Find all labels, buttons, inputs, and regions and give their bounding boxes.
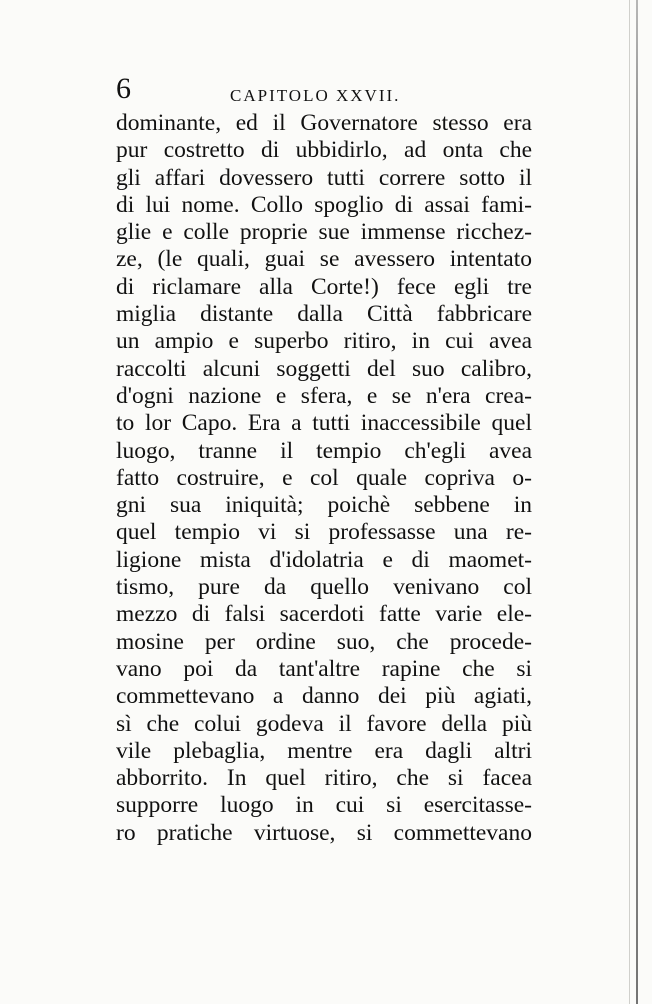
text-line: to lor Capo. Era a tutti inaccessibile quel [116,410,532,437]
text-line: vano poi da tant'altre rapine che si [116,655,532,682]
text-line: gli affari dovessero tutti correre sotto il [116,164,532,191]
text-line: di lui nome. Collo spoglio di assai fami- [116,191,532,218]
text-line: gni sua iniquità; poichè sebbene in [116,492,532,519]
text-line: mosine per ordine suo, che procede- [116,628,532,655]
text-line: abborrito. In quel ritiro, che si facea [116,765,532,792]
text-line: ze, (le quali, guai se avessero intentato [116,246,532,273]
text-line: un ampio e superbo ritiro, in cui avea [116,328,532,355]
text-line: dominante, ed il Governatore stesso era [116,110,532,136]
text-line: supporre luogo in cui si esercitasse- [116,792,532,819]
body-text [116,110,532,847]
text-line: glie e colle proprie sue immense ricchez- [116,219,532,246]
text-line: vile plebaglia, mentre era dagli altri [116,737,532,764]
text-line: raccolti alcuni soggetti del suo calibro, [116,355,532,382]
text-line: pur costretto di ubbidirlo, ad onta che [116,137,532,164]
running-head: CAPITOLO XXVII. [230,86,401,105]
text-line: tismo, pure da quello venivano col [116,574,532,601]
text-line: ligione mista d'idolatria e di maomet- [116,546,532,573]
text-line: miglia distante dalla Città fabbricare [116,301,532,328]
text-line: di riclamare alla Corte!) fece egli tre [116,273,532,300]
text-line: luogo, tranne il tempio ch'egli avea [116,437,532,464]
text-line: mezzo di falsi sacerdoti fatte varie ele- [116,601,532,628]
text-line: sì che colui godeva il favore della più [116,710,532,737]
page-edge-shadow [629,0,630,1004]
text-line: fatto costruire, e col quale copriva o- [116,464,532,491]
text-line: ro pratiche virtuose, si commettevano [116,819,532,846]
text-line: commettevano a danno dei più agiati, [116,683,532,710]
text-line: quel tempio vi si professasse una re- [116,519,532,546]
text-line: d'ogni nazione e sfera, e se n'era crea- [116,382,532,409]
page-edge [636,0,638,1004]
page-number: 6 [116,72,131,105]
